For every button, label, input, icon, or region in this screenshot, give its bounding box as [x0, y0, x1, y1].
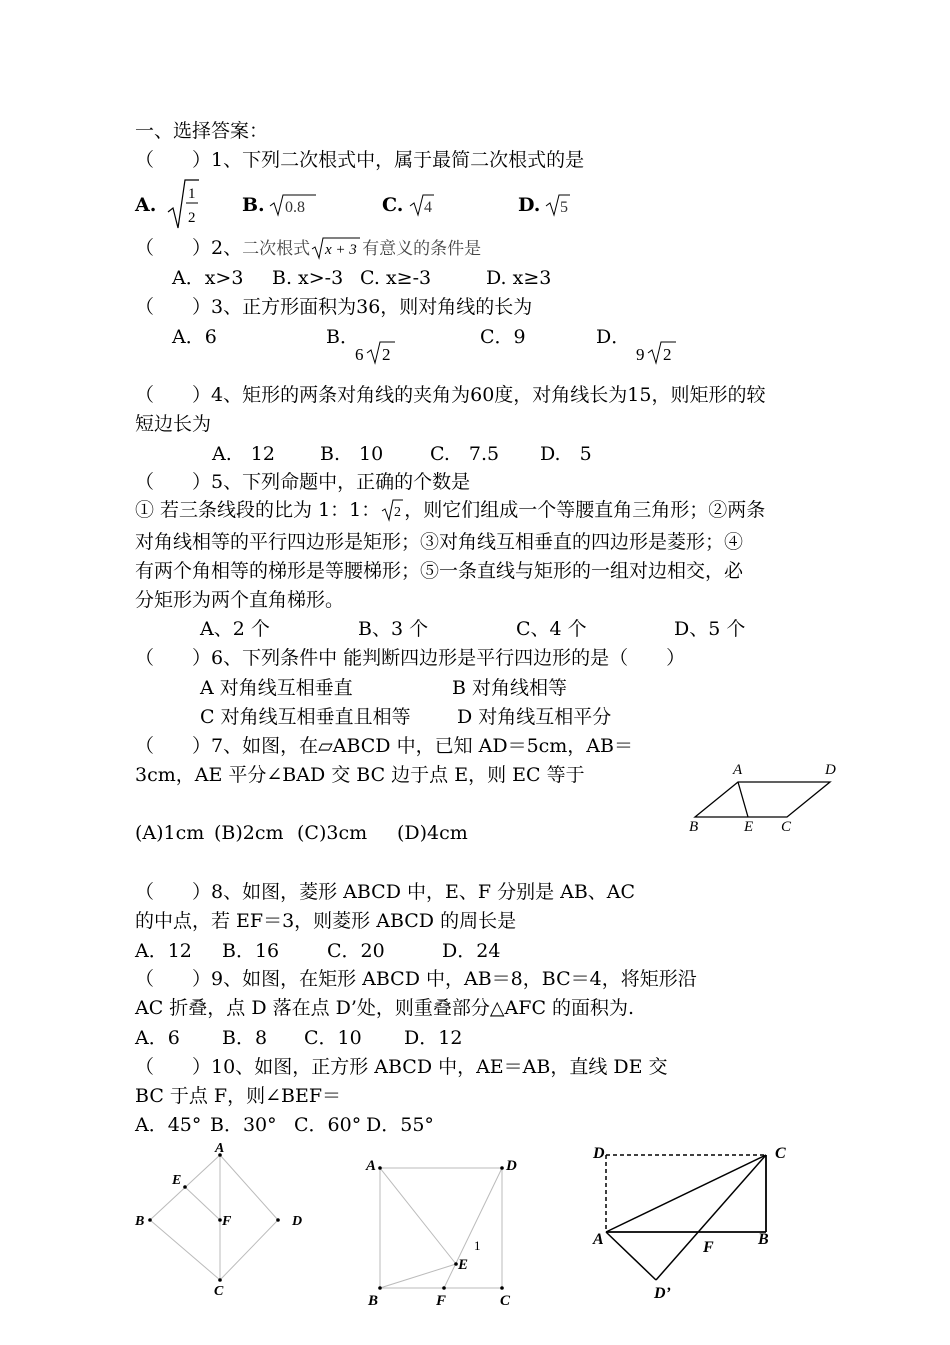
q7-option-c: (C)3cm	[297, 822, 368, 844]
fold-figure	[588, 1140, 798, 1310]
svg-text:6: 6	[355, 345, 364, 364]
q10-option-a: A．45°	[135, 1114, 202, 1136]
q3-option-d-label: D．	[596, 326, 631, 348]
q6-option-b: B 对角线相等	[452, 677, 568, 699]
q1-option-a-expr	[165, 178, 201, 230]
square-figure	[360, 1148, 535, 1318]
q7-option-b: (B)2cm	[214, 822, 284, 844]
q2-option-b: B. x>-3	[272, 267, 344, 289]
fold-label-c: C	[775, 1145, 786, 1162]
q7-label-e: E	[744, 819, 754, 835]
q8-option-d: D．24	[442, 940, 501, 962]
q3-option-a: A．6	[172, 326, 217, 348]
q5-option-b: B、3 个	[358, 618, 429, 640]
rhombus-label-d: D	[292, 1214, 303, 1229]
square-label-b: B	[368, 1293, 379, 1309]
q9-option-b: B．8	[222, 1027, 268, 1049]
square-label-d: D	[506, 1158, 517, 1174]
svg-text:x + 3: x + 3	[325, 242, 357, 258]
q5-option-c: C、4 个	[516, 618, 587, 640]
answer-blank: （ ）	[135, 149, 212, 171]
q5-line4: 分矩形为两个直角梯形。	[135, 589, 345, 611]
q4-stem-line2: 短边长为	[135, 413, 212, 435]
q3-stem: （ ）3、正方形面积为36，则对角线的长为	[135, 296, 533, 318]
q5-line3: 有两个角相等的梯形是等腰梯形；⑤一条直线与矩形的一组对边相交，必	[135, 560, 744, 582]
square-label-c: C	[500, 1293, 511, 1309]
q1-a-numerator: 1	[188, 186, 196, 202]
fold-label-d-prime: D’	[654, 1285, 671, 1302]
q9-option-c: C．10	[304, 1027, 362, 1049]
q3-option-c: C．9	[480, 326, 526, 348]
svg-text:2: 2	[394, 505, 402, 520]
svg-text:0.8: 0.8	[285, 199, 305, 216]
q7-label-d: D	[825, 762, 836, 778]
square-angle-1: 1	[474, 1238, 481, 1253]
rhombus-label-f: F	[222, 1214, 232, 1229]
q2-stem: （ ）2、二次根式 x + 3 有意义的条件是	[135, 237, 482, 259]
q1-option-d-label: D.	[518, 194, 541, 216]
q2-option-a: A．x>3	[172, 267, 244, 289]
q10-stem-line2: BC 于点 F，则∠BEF＝	[135, 1085, 342, 1107]
q4-stem-line1: （ ）4、矩形的两条对角线的夹角为60度，对角线长为15，则矩形的较	[135, 384, 766, 406]
fold-label-b: B	[758, 1231, 769, 1248]
q9-stem-line2: AC 折叠，点 D 落在点 D’处，则重叠部分△AFC 的面积为.	[135, 997, 635, 1019]
svg-text:9: 9	[636, 345, 645, 364]
rhombus-label-a: A	[215, 1141, 225, 1156]
svg-text:2: 2	[663, 345, 672, 364]
q2-option-d: D. x≥3	[486, 267, 552, 289]
q3-option-b-expr	[355, 340, 400, 366]
q10-option-b: B．30°	[210, 1114, 277, 1136]
rhombus-figure	[130, 1140, 310, 1300]
svg-text:4: 4	[424, 199, 432, 216]
fold-label-a: A	[593, 1231, 604, 1248]
q1-option-d-expr	[544, 192, 570, 218]
q7-label-b: B	[689, 819, 699, 835]
q5-line2: 对角线相等的平行四边形是矩形；③对角线互相垂直的四边形是菱形；④	[135, 531, 744, 553]
q8-stem-line2: 的中点，若 EF＝3，则菱形 ABCD 的周长是	[135, 910, 517, 932]
svg-text:2: 2	[382, 345, 391, 364]
fold-label-f: F	[703, 1239, 714, 1256]
q4-option-b: B. 10	[320, 443, 384, 465]
q7-option-a: (A)1cm	[135, 822, 205, 844]
q9-stem-line1: （ ）9、如图，在矩形 ABCD 中，AB＝8，BC＝4，将矩形沿	[135, 968, 697, 990]
q10-stem-line1: （ ）10、如图，正方形 ABCD 中，AE＝AB，直线 DE 交	[135, 1056, 668, 1078]
q5-option-a: A、2 个	[200, 618, 270, 640]
q4-option-a: A. 12	[212, 443, 275, 465]
square-label-a: A	[366, 1158, 377, 1174]
q7-label-c: C	[781, 819, 792, 835]
q4-option-d: D. 5	[540, 443, 592, 465]
q7-stem-line1: （ ）7、如图，在▱ABCD 中，已知 AD＝5cm，AB＝	[135, 735, 633, 757]
q9-option-d: D．12	[404, 1027, 463, 1049]
q7-parallelogram-figure	[685, 755, 845, 835]
q1-option-c-expr	[408, 192, 434, 218]
q7-label-a: A	[733, 762, 743, 778]
svg-text:5: 5	[560, 199, 568, 216]
q10-option-c: C．60°	[294, 1114, 362, 1136]
q4-option-c: C. 7.5	[430, 443, 500, 465]
section-title: 一、选择答案：	[135, 120, 269, 142]
fold-label-d: D	[593, 1145, 605, 1162]
q7-option-d: (D)4cm	[397, 822, 468, 844]
q1-option-c-label: C.	[382, 194, 404, 216]
q6-option-d: D 对角线互相平分	[457, 706, 612, 728]
q2-option-c: C. x≥-3	[360, 267, 432, 289]
square-label-e: E	[458, 1257, 469, 1273]
q3-option-b-label: B．	[326, 326, 359, 348]
q1-option-a-label: A.	[135, 194, 157, 216]
q8-stem-line1: （ ）8、如图，菱形 ABCD 中，E、F 分别是 AB、AC	[135, 881, 636, 903]
q1-option-b-expr	[268, 192, 318, 218]
q7-stem-line2: 3cm，AE 平分∠BAD 交 BC 边于点 E，则 EC 等于	[135, 764, 585, 786]
q2-radical	[310, 236, 362, 260]
q3-option-d-expr	[636, 340, 681, 366]
q1-stem: （ ）1、下列二次根式中，属于最简二次根式的是	[135, 149, 585, 171]
q8-option-c: C．20	[327, 940, 385, 962]
q5-radical	[380, 498, 404, 522]
rhombus-label-b: B	[135, 1214, 145, 1229]
q8-option-b: B．16	[222, 940, 280, 962]
q5-option-d: D、5 个	[674, 618, 746, 640]
q5-stem: （ ）5、下列命题中，正确的个数是	[135, 471, 471, 493]
q1-option-b-label: B.	[242, 194, 265, 216]
q6-stem: （ ）6、下列条件中 能判断四边形是平行四边形的是（ ）	[135, 647, 686, 669]
q8-option-a: A．12	[135, 940, 192, 962]
q10-option-d: D．55°	[366, 1114, 434, 1136]
q6-option-a: A 对角线互相垂直	[200, 677, 353, 699]
q1-a-denominator: 2	[188, 210, 196, 226]
rhombus-label-c: C	[214, 1284, 224, 1299]
q5-line1: ① 若三条线段的比为 1：1： 2 ，则它们组成一个等腰直角三角形；②两条	[135, 499, 766, 521]
rhombus-label-e: E	[172, 1173, 182, 1188]
q9-option-a: A．6	[135, 1027, 180, 1049]
q6-option-c: C 对角线互相垂直且相等	[200, 706, 411, 728]
square-label-f: F	[436, 1293, 447, 1309]
